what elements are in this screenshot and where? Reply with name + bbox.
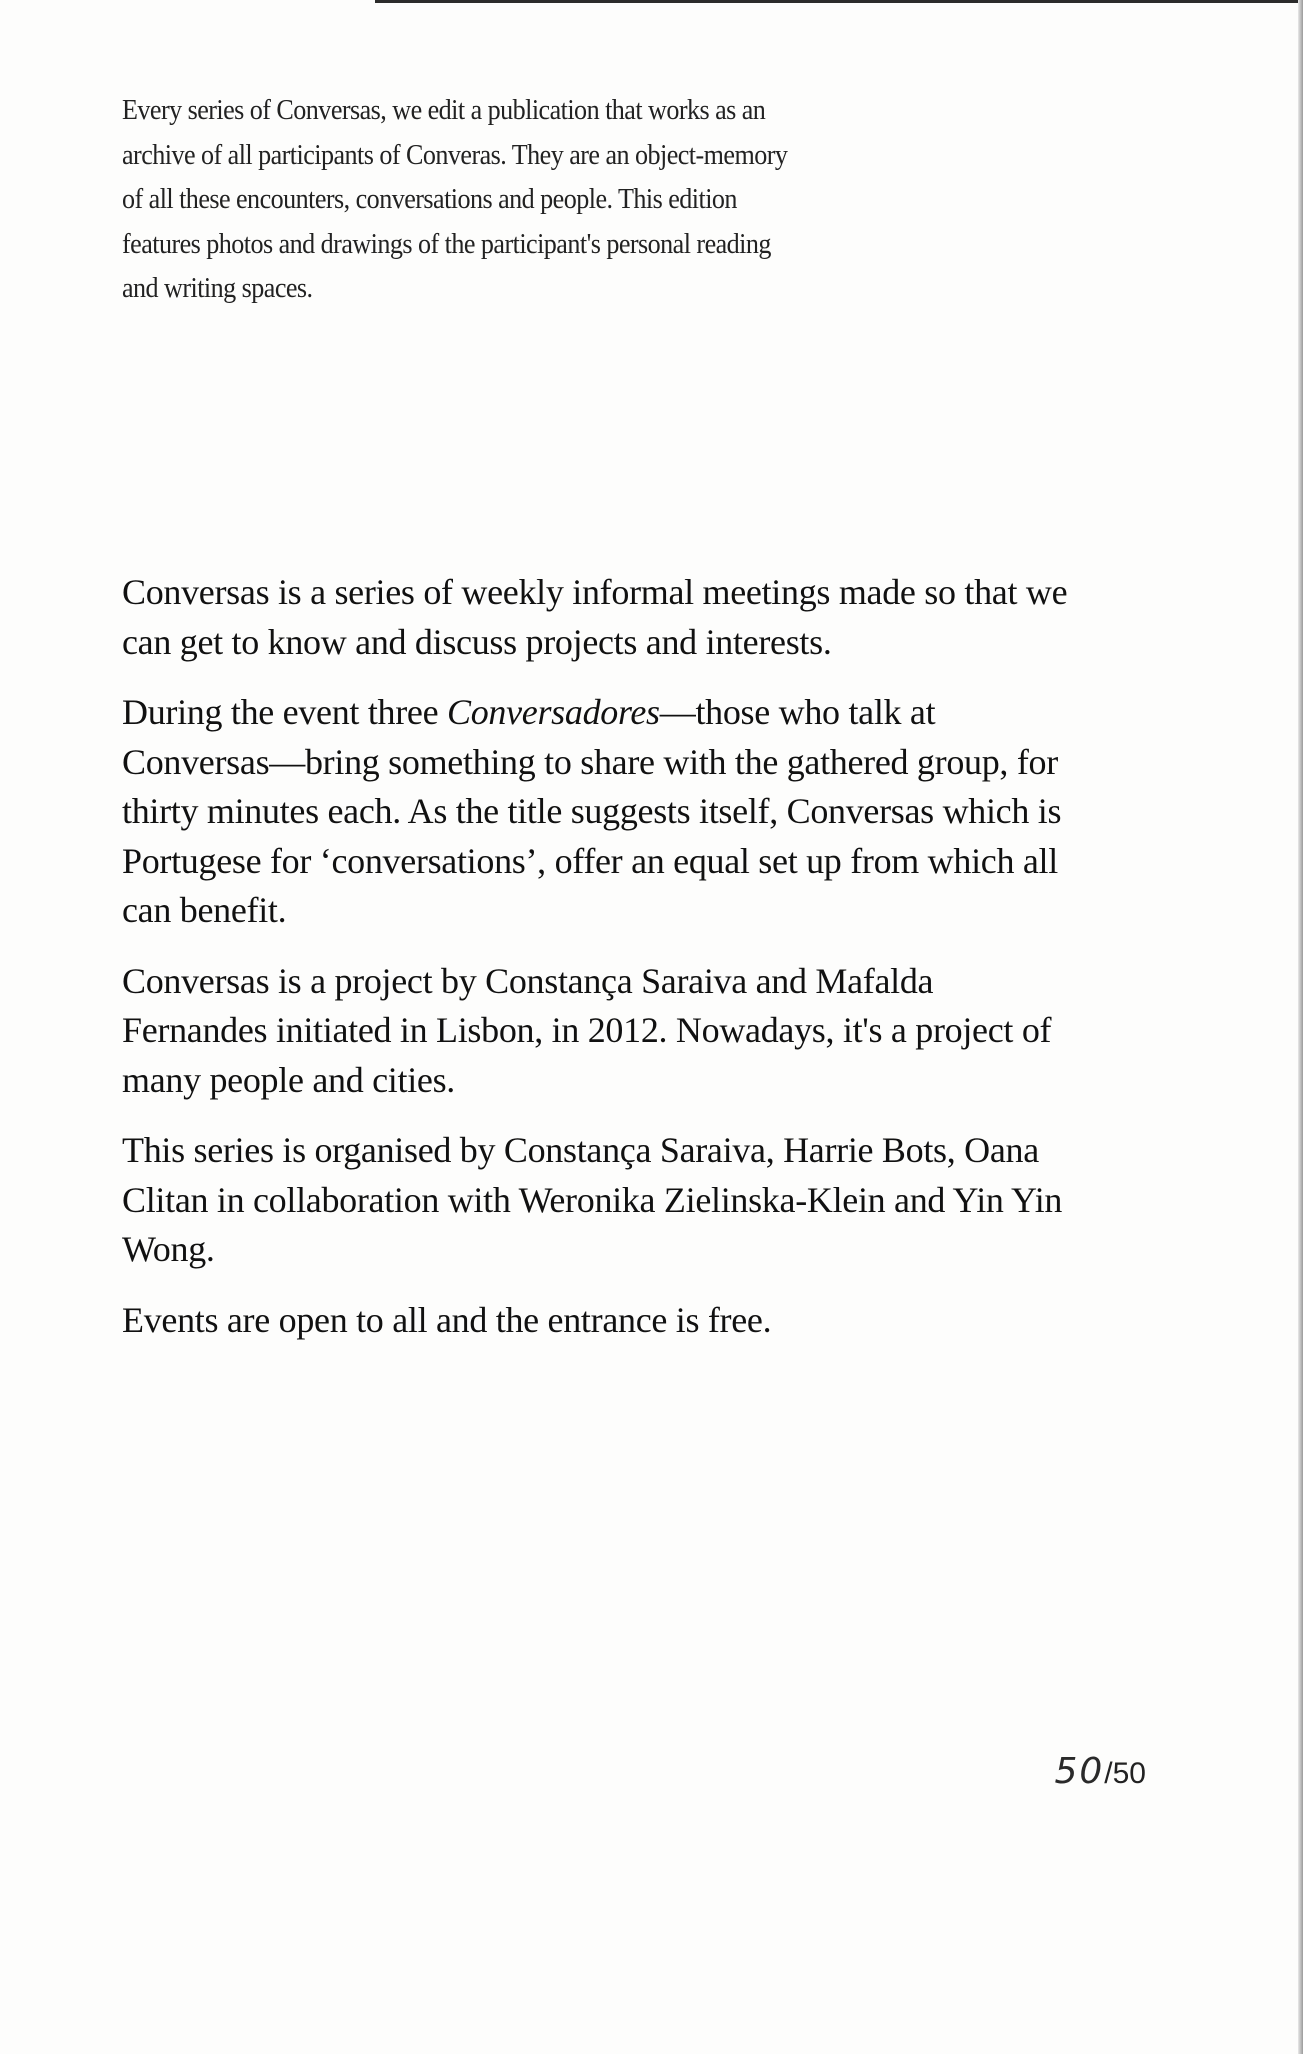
edition-copy-number: 50 — [1054, 1751, 1105, 1792]
edition-total: /50 — [1104, 1757, 1146, 1790]
conversadores-term: Conversadores — [446, 692, 660, 732]
scan-edge-top — [375, 0, 1303, 3]
intro-paragraph: Every series of Conversas, we edit a publication that works as an archive of all participants of Converas. They are an object-memory of all these encounters, conversations and people. This edition features photos and drawings of the participant's personal reading and writing spaces. — [122, 94, 788, 304]
paragraph-event — [122, 688, 1082, 936]
edition-number — [1054, 1752, 1146, 1794]
paragraph-about: Conversas is a series of weekly informal meetings made so that we can get to know and discuss projects and interests. — [122, 572, 1068, 662]
main-text — [122, 568, 1082, 1366]
paragraph-organisers: This series is organised by Constança Saraiva, Harrie Bots, Oana Clitan in collaboration with Weronika Zielinska-Klein and Yin Yin Wong. — [122, 1130, 1063, 1269]
scan-edge-right — [1298, 0, 1303, 2054]
paragraph-event-rest: —those who talk at Conversas—bring something to share with the gathered group, for thirty minutes each. As the title suggests itself, Conversas which is Portugese for ‘conversations’, offer an equal set up from which all can benefit. — [122, 692, 1062, 930]
paragraph-project: Conversas is a project by Constança Saraiva and Mafalda Fernandes initiated in Lisbon, in 2012. Nowadays, it's a project of many people and cities. — [122, 960, 1052, 1100]
paragraph-entrance: Events are open to all and the entrance is free. — [122, 1299, 772, 1340]
paragraph-event-start: During the event three — [122, 692, 447, 732]
